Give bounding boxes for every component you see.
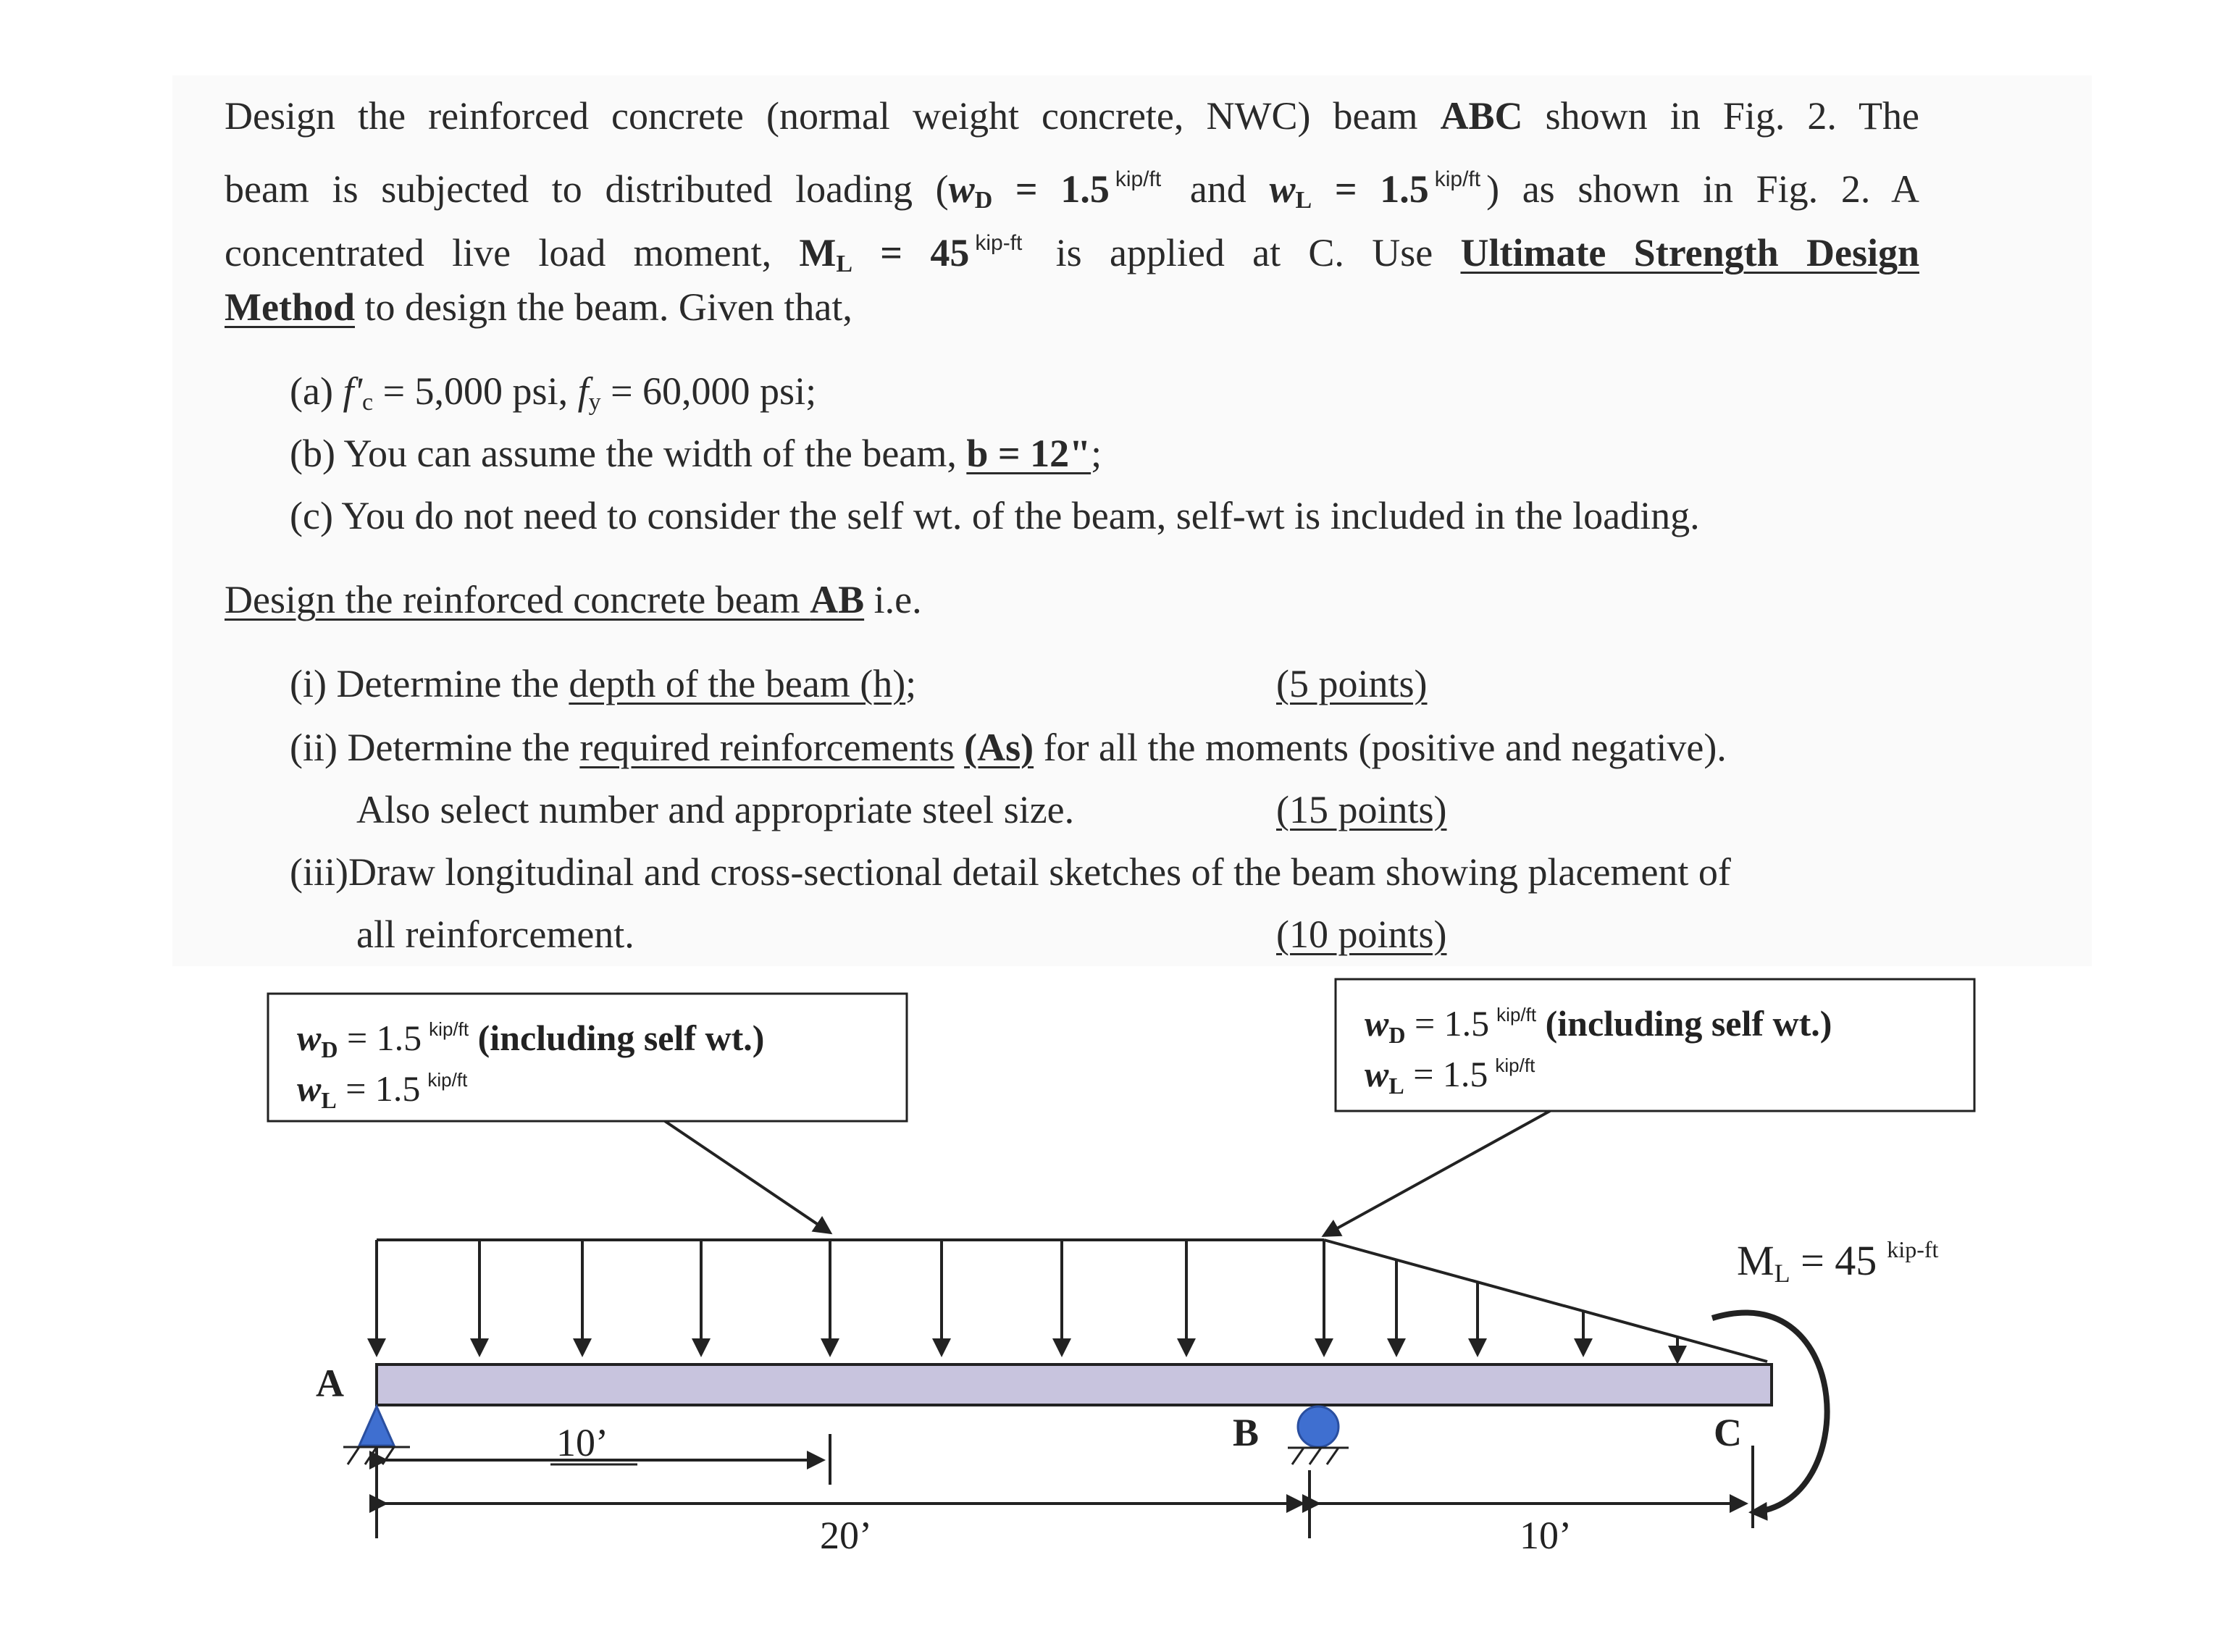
points-iii: (10 points) [1276,913,1447,956]
label-c: C [1714,1411,1742,1454]
moment-label: ML = 45 $^{kip-ft}$ [1737,1236,1939,1288]
dim-10-left: 10’ [556,1421,608,1464]
box-left-wl: $w_L = 1.5$ $^{kip/ft}$ [297,1068,468,1113]
task-ii: (ii) Determine the required reinforcements (As) for all the moments (positive and negative). [290,726,1727,769]
given-b: (b) You can assume the width of the beam, b = 12"; [290,432,1102,475]
beam [377,1364,1772,1405]
task-heading: Design the reinforced concrete beam AB i.e. [225,578,922,621]
intro-line-1: Design the reinforced concrete (normal weight concrete, NWC) beam ABC shown in Fig. 2. The [225,94,1919,138]
task-i: (i) Determine the depth of the beam (h); [290,662,917,705]
intro-line-3: concentrated live load moment, $M_L = 45$ $^{kip-ft}$ is applied at C. Use Ultimate Strength Design [225,231,1919,277]
dim-10-right: 10’ [1520,1514,1572,1557]
box-right-wd: $w_D = 1.5$ $^{kip/ft}$ (including self wt.) [1365,1003,1832,1048]
roller-support-b [1288,1406,1349,1464]
points-i: (5 points) [1276,662,1428,705]
intro-line-2: beam is subjected to distributed loading ($w_D = 1.5$ $^{kip/ft}$ and $w_L = 1.5$ $^{kip/ft}$ ) as shown in Fig. 2. A [225,167,1919,214]
uniform-load [377,1240,1767,1362]
given-a: (a) $f'_c = 5,000$ psi, $f_y = 60,000$ psi; [290,369,817,416]
label-a: A [316,1362,344,1405]
pointer-arrow-right [1324,1111,1550,1236]
points-ii: (15 points) [1276,788,1447,831]
pointer-arrow-left [665,1121,830,1233]
dim-20: 20’ [820,1514,872,1557]
task-iii-line2: all reinforcement. [356,913,634,956]
beam-abc: ABC [1440,94,1523,138]
task-iii: (iii)Draw longitudinal and cross-sectional detail sketches of the beam showing placement of [290,850,1731,894]
given-c: (c) You do not need to consider the self wt. of the beam, self-wt is included in the loading. [290,494,1700,537]
box-right-wl: $w_L = 1.5$ $^{kip/ft}$ [1365,1054,1535,1099]
label-b: B [1233,1411,1260,1454]
load-arrows [377,1240,1677,1362]
box-left-wd: $w_D = 1.5$ $^{kip/ft}$ (including self wt.) [297,1018,765,1062]
usd-method-link: Ultimate Strength Design [1460,231,1919,274]
intro-line-4: Method to design the beam. Given that, [225,285,852,329]
task-ii-line2: Also select number and appropriate steel size. [356,788,1075,831]
